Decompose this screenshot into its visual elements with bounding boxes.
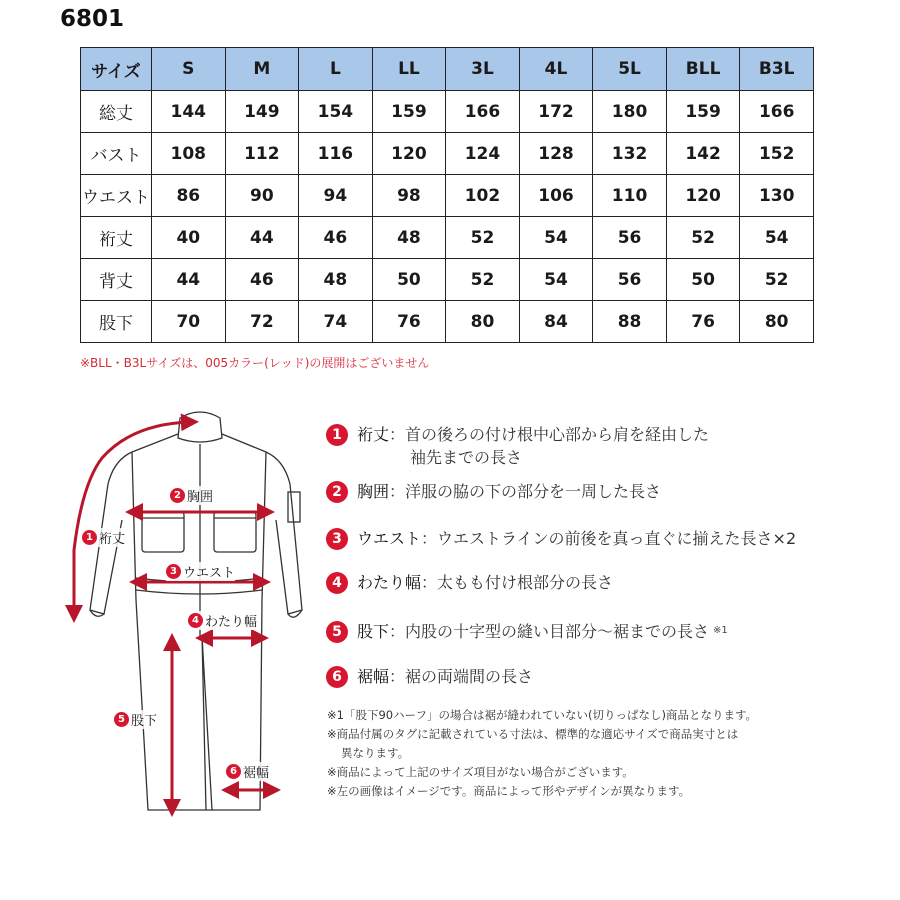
table-row — [81, 301, 814, 343]
table-cell: 86 — [152, 175, 226, 217]
figure-label-chest — [170, 486, 213, 505]
table-cell: 98 — [372, 175, 446, 217]
figure-badge: 3 — [166, 564, 181, 579]
size-table — [80, 47, 814, 343]
footnote: ※1「股下90ハーフ」の場合は裾が縫われていない(切りっぱなし)商品となります。 — [327, 708, 758, 722]
row-label: 背丈 — [81, 259, 152, 301]
table-cell: 124 — [446, 133, 520, 175]
table-cell: 72 — [225, 301, 299, 343]
table-row — [81, 259, 814, 301]
figure-label-hem — [226, 762, 269, 781]
legend-term: 裾幅 — [357, 667, 390, 686]
table-cell: 84 — [519, 301, 593, 343]
row-label: 総丈 — [81, 91, 152, 133]
size-header-cell: 4L — [519, 48, 593, 91]
size-header-cell: BLL — [666, 48, 740, 91]
table-cell: 130 — [740, 175, 814, 217]
table-cell: 76 — [666, 301, 740, 343]
table-cell: 142 — [666, 133, 740, 175]
table-cell: 46 — [299, 217, 373, 259]
table-cell: 74 — [299, 301, 373, 343]
table-cell: 50 — [666, 259, 740, 301]
table-cell: 128 — [519, 133, 593, 175]
figure-badge: 5 — [114, 712, 129, 727]
legend-item — [326, 570, 613, 594]
legend-item — [326, 526, 796, 550]
table-cell: 152 — [740, 133, 814, 175]
table-cell: 54 — [519, 259, 593, 301]
table-cell: 110 — [593, 175, 667, 217]
legend-badge: 1 — [326, 424, 348, 446]
legend-note: ※1 — [713, 625, 728, 636]
legend-item — [326, 619, 728, 643]
footnote: ※商品によって上記のサイズ項目がない場合がございます。 — [327, 765, 634, 779]
table-cell: 108 — [152, 133, 226, 175]
table-cell: 40 — [152, 217, 226, 259]
table-row — [81, 91, 814, 133]
table-cell: 172 — [519, 91, 593, 133]
figure-label-yuki — [82, 528, 125, 547]
figure-badge: 6 — [226, 764, 241, 779]
figure-label-text: 胸囲 — [187, 490, 214, 505]
legend-item — [326, 422, 710, 467]
figure-label-inseam — [114, 710, 157, 729]
figure-label-text: 股下 — [131, 714, 158, 729]
figure-badge: 1 — [82, 530, 97, 545]
table-cell: 48 — [299, 259, 373, 301]
table-cell: 56 — [593, 217, 667, 259]
table-cell: 76 — [372, 301, 446, 343]
table-cell: 106 — [519, 175, 593, 217]
table-cell: 159 — [372, 91, 446, 133]
size-header-cell: 5L — [593, 48, 667, 91]
table-row — [81, 175, 814, 217]
size-header-cell: B3L — [740, 48, 814, 91]
availability-note: ※BLL・B3Lサイズは、005カラー(レッド)の展開はございません — [80, 356, 430, 370]
legend-term: ウエスト — [357, 529, 422, 548]
row-label: バスト — [81, 133, 152, 175]
table-cell: 132 — [593, 133, 667, 175]
footnote: 異なります。 — [341, 746, 410, 760]
table-cell: 88 — [593, 301, 667, 343]
legend-item — [326, 664, 533, 688]
table-cell: 159 — [666, 91, 740, 133]
legend-badge: 3 — [326, 528, 348, 550]
table-cell: 56 — [593, 259, 667, 301]
table-row — [81, 133, 814, 175]
table-row — [81, 217, 814, 259]
table-cell: 48 — [372, 217, 446, 259]
figure-label-waist — [166, 562, 235, 581]
legend-desc: ：内股の十字型の縫い目部分〜裾までの長さ — [389, 622, 710, 641]
legend-term: 裄丈 — [357, 425, 390, 444]
table-cell: 112 — [225, 133, 299, 175]
size-header-label: サイズ — [81, 48, 152, 91]
legend-desc-continued: 袖先までの長さ — [410, 448, 523, 467]
table-cell: 90 — [225, 175, 299, 217]
size-header-cell: M — [225, 48, 299, 91]
legend-term: わたり幅 — [357, 573, 422, 592]
legend-desc: ：洋服の脇の下の部分を一周した長さ — [389, 482, 662, 501]
table-cell: 46 — [225, 259, 299, 301]
table-cell: 54 — [519, 217, 593, 259]
figure-badge: 4 — [188, 613, 203, 628]
legend-desc: ：裾の両端間の長さ — [389, 667, 534, 686]
size-header-cell: LL — [372, 48, 446, 91]
footnotes — [327, 706, 867, 801]
table-cell: 70 — [152, 301, 226, 343]
coverall-figure — [62, 400, 312, 820]
coverall-illustration — [62, 400, 312, 820]
footnote: ※商品付属のタグに記載されている寸法は、標準的な適応サイズで商品実寸とは — [327, 727, 739, 741]
figure-label-thigh — [188, 611, 257, 630]
table-cell: 144 — [152, 91, 226, 133]
row-label: 股下 — [81, 301, 152, 343]
table-cell: 102 — [446, 175, 520, 217]
table-cell: 80 — [446, 301, 520, 343]
legend-desc: ：ウエストラインの前後を真っ直ぐに揃えた長さ×2 — [421, 529, 797, 548]
table-cell: 149 — [225, 91, 299, 133]
table-cell: 52 — [740, 259, 814, 301]
size-header-row — [81, 48, 814, 91]
figure-label-text: ウエスト — [183, 566, 236, 581]
table-cell: 180 — [593, 91, 667, 133]
figure-label-text: わたり幅 — [205, 615, 258, 630]
legend-term: 胸囲 — [357, 482, 390, 501]
size-header-cell: 3L — [446, 48, 520, 91]
model-code: 6801 — [60, 6, 125, 32]
figure-label-text: 裄丈 — [99, 532, 126, 547]
table-cell: 94 — [299, 175, 373, 217]
legend-badge: 4 — [326, 572, 348, 594]
table-cell: 44 — [225, 217, 299, 259]
table-cell: 80 — [740, 301, 814, 343]
table-cell: 54 — [740, 217, 814, 259]
legend-desc: ：首の後ろの付け根中心部から肩を経由した — [389, 425, 710, 444]
table-cell: 154 — [299, 91, 373, 133]
legend-term: 股下 — [357, 622, 390, 641]
table-cell: 166 — [446, 91, 520, 133]
legend-desc: ：太もも付け根部分の長さ — [421, 573, 614, 592]
table-cell: 116 — [299, 133, 373, 175]
table-cell: 52 — [666, 217, 740, 259]
row-label: 裄丈 — [81, 217, 152, 259]
figure-badge: 2 — [170, 488, 185, 503]
legend-item — [326, 479, 661, 503]
footnote: ※左の画像はイメージです。商品によって形やデザインが異なります。 — [327, 784, 691, 798]
table-cell: 52 — [446, 259, 520, 301]
row-label: ウエスト — [81, 175, 152, 217]
table-cell: 52 — [446, 217, 520, 259]
table-cell: 120 — [666, 175, 740, 217]
legend-badge: 6 — [326, 666, 348, 688]
table-cell: 50 — [372, 259, 446, 301]
table-cell: 166 — [740, 91, 814, 133]
figure-label-text: 裾幅 — [243, 766, 270, 781]
size-header-cell: S — [152, 48, 226, 91]
legend-badge: 2 — [326, 481, 348, 503]
size-header-cell: L — [299, 48, 373, 91]
table-cell: 44 — [152, 259, 226, 301]
legend-badge: 5 — [326, 621, 348, 643]
table-cell: 120 — [372, 133, 446, 175]
